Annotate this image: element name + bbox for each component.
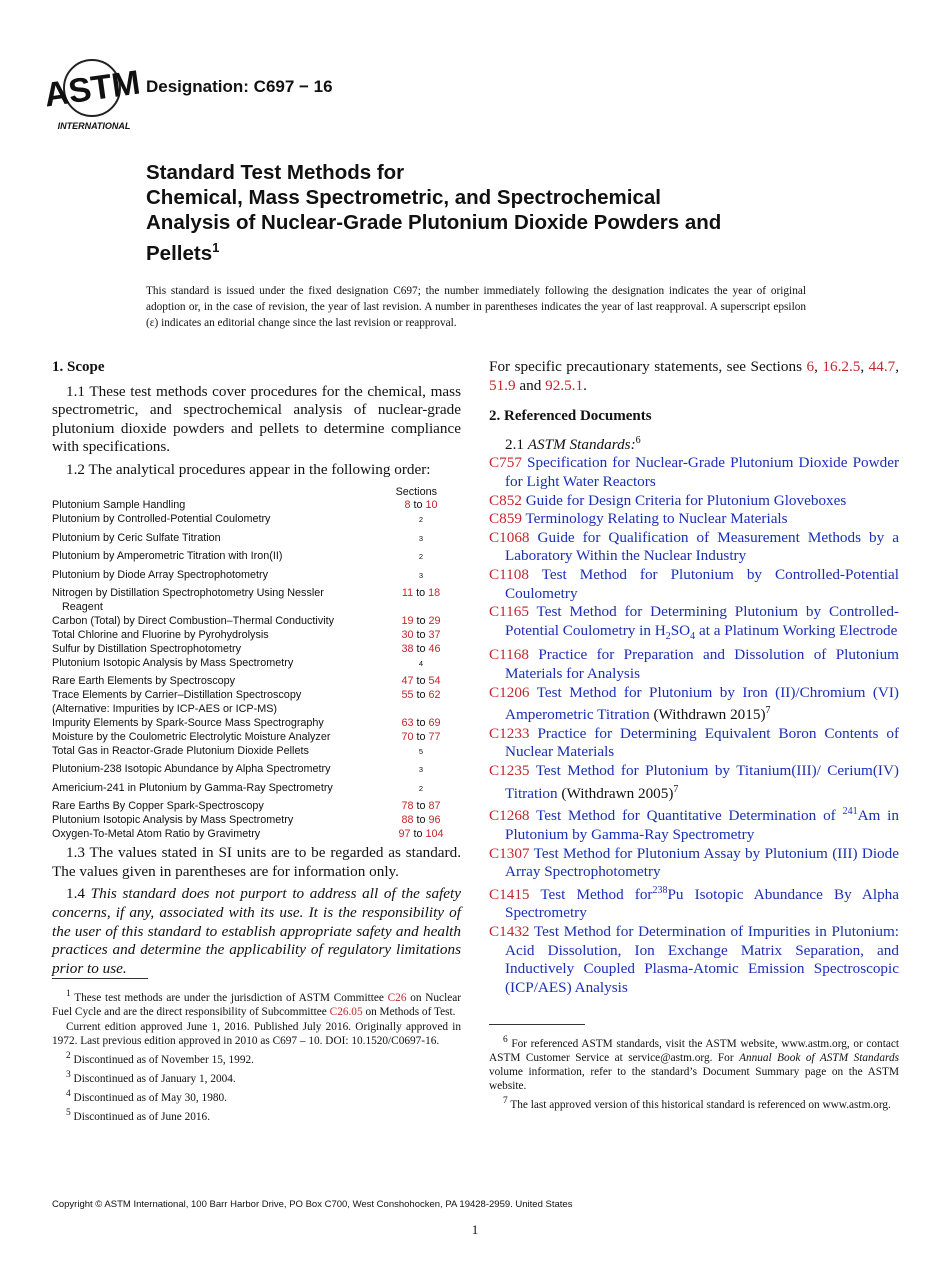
- procedure-sections: [381, 745, 461, 764]
- designation: Designation: C697 − 16: [146, 77, 333, 96]
- footnote-ref: 3: [418, 533, 424, 543]
- left-column: [52, 358, 461, 982]
- referenced-standard: [489, 762, 899, 803]
- referenced-standard: [489, 492, 899, 511]
- withdrawn-note: (Withdrawn 2015): [653, 706, 766, 724]
- section-link[interactable]: 37: [428, 629, 441, 642]
- svg-text:INTERNATIONAL: INTERNATIONAL: [57, 121, 131, 131]
- standard-title-link[interactable]: Guide for Qualification of Measurement Methods by a Laboratory Within the Nuclear Industry: [505, 528, 899, 565]
- title-footnote-ref[interactable]: 1: [212, 240, 220, 255]
- procedure-row: [52, 731, 461, 745]
- standard-title-link[interactable]: Guide for Design Criteria for Plutonium Gloveboxes: [525, 491, 847, 509]
- standard-title-link[interactable]: Test Method for Quantitative Determination of $^{241}$Am in Plutonium by Gamma-Ray Spectrometry: [505, 806, 899, 843]
- title-line: Chemical, Mass Spectrometric, and Spectrochemical: [146, 186, 661, 209]
- footnote-ref: 5: [418, 746, 424, 756]
- section-link[interactable]: 51.9: [489, 376, 516, 394]
- section-link[interactable]: 54: [428, 675, 441, 688]
- procedure-sections: 38 to 46: [401, 643, 441, 655]
- procedure-row: [52, 499, 461, 513]
- section-link[interactable]: 97: [398, 828, 411, 841]
- procedure-row: [52, 615, 461, 629]
- procedure-name: Plutonium Sample Handling: [52, 499, 186, 512]
- referenced-standards-list: [489, 454, 899, 997]
- document-title: [146, 160, 846, 266]
- section-link[interactable]: 38: [401, 643, 414, 655]
- standard-title-link[interactable]: Test Method for Plutonium Assay by Plutonium (III) Diode Array Spectrophotometry: [505, 844, 899, 881]
- title-line: Pellets$^1$: [146, 240, 220, 265]
- standard-code-link[interactable]: C1233: [489, 724, 530, 742]
- standard-code-link[interactable]: C1235: [489, 762, 530, 780]
- section-link[interactable]: 96: [428, 814, 441, 827]
- procedure-sections: [381, 532, 461, 551]
- standard-title-link[interactable]: Practice for Determining Equivalent Boron Contents of Nuclear Materials: [505, 724, 900, 761]
- referenced-standard: [489, 454, 899, 491]
- procedure-row: [52, 800, 461, 814]
- procedure-name: (Alternative: Impurities by ICP-AES or ICP-MS): [52, 703, 277, 716]
- footnote-6: $^6$ For referenced ASTM standards, visit the ASTM website, www.astm.org, or contact ASTM Customer Service at service@astm.org. For Annual Book of ASTM Standards volume information, refer to the standard’s Document Summary page on the ASTM website.: [489, 1035, 900, 1093]
- footnote-divider: [489, 1024, 585, 1025]
- procedure-sections: 88 to 96: [401, 814, 441, 827]
- section-link[interactable]: 30: [401, 629, 414, 642]
- right-column: [489, 358, 899, 997]
- footnote-5: $^5$ Discontinued as of June 2016.: [66, 1107, 211, 1123]
- standard-title-link[interactable]: Test Method for Plutonium by Titanium(III)/ Cerium(IV) Titration: [505, 762, 899, 802]
- procedure-name: Plutonium by Diode Array Spectrophotometry: [52, 568, 269, 581]
- referenced-standard: [489, 646, 899, 683]
- section-link[interactable]: 70: [401, 731, 414, 744]
- section-link[interactable]: 46: [428, 643, 441, 655]
- referenced-standard: [489, 566, 899, 603]
- committee-link[interactable]: C26: [387, 991, 407, 1004]
- subcommittee-link[interactable]: C26.05: [329, 1005, 363, 1018]
- standard-code-link[interactable]: C1108: [489, 566, 529, 583]
- footnote-ref: 2: [418, 552, 424, 562]
- procedure-row: [52, 601, 461, 615]
- procedure-name: Americium-241 in Plutonium by Gamma-Ray Spectrometry: [52, 781, 333, 794]
- section-heading-referenced: 2. Referenced Documents: [489, 408, 652, 425]
- procedure-row: [52, 782, 461, 801]
- footnote-ref: 2: [418, 783, 424, 793]
- copyright-notice: Copyright © ASTM International, 100 Barr Harbor Drive, PO Box C700, West Conshohocken, PA 19428-2959. United States: [52, 1199, 573, 1210]
- procedure-row: [52, 587, 461, 601]
- page-number: 1: [471, 1222, 479, 1237]
- section-link[interactable]: 92.5.1: [545, 376, 584, 394]
- procedure-name: Rare Earth Elements by Spectroscopy: [52, 675, 236, 688]
- referenced-standard: [489, 803, 899, 844]
- procedure-name: Total Gas in Reactor-Grade Plutonium Dioxide Pellets: [52, 744, 309, 757]
- procedure-row: [52, 745, 461, 764]
- section-link[interactable]: 78: [401, 800, 414, 813]
- footnote-3: $^3$ Discontinued as of January 1, 2004.: [66, 1070, 236, 1085]
- section-link[interactable]: 77: [428, 731, 441, 744]
- procedure-sections: [381, 763, 461, 782]
- title-line: Standard Test Methods for: [146, 161, 405, 184]
- procedure-name: Nitrogen by Distillation Spectrophotometry Using Nessler: [52, 587, 324, 600]
- procedure-name: Plutonium by Ceric Sulfate Titration: [52, 531, 221, 544]
- standard-title-link[interactable]: Test Method for$^{238}$Pu Isotopic Abundance By Alpha Spectrometry: [505, 884, 900, 922]
- svg-text:ASTM: ASTM: [41, 63, 143, 115]
- footnote-4: $^4$ Discontinued as of May 30, 1980.: [66, 1088, 227, 1104]
- section-link[interactable]: 18: [428, 587, 441, 600]
- standard-code-link[interactable]: C1307: [489, 844, 530, 862]
- section-link[interactable]: 63: [401, 717, 414, 730]
- section-link[interactable]: 62: [428, 689, 441, 702]
- section-link[interactable]: 44.7: [868, 358, 896, 375]
- section-link[interactable]: 16.2.5: [822, 358, 861, 375]
- referenced-standard: [489, 882, 899, 923]
- section-link[interactable]: 87: [428, 800, 441, 813]
- procedure-name: Oxygen-To-Metal Atom Ratio by Gravimetry: [52, 828, 261, 841]
- procedure-row: [52, 675, 461, 689]
- withdrawn-note: (Withdrawn 2005): [561, 784, 674, 802]
- procedure-sections: 11 to 18: [401, 587, 441, 600]
- paragraph-1-4-continued: For specific precautionary statements, see Sections 6, 16.2.5, 44.7, 51.9 and 92.5.1.: [489, 358, 900, 394]
- section-link[interactable]: 8: [404, 499, 411, 512]
- procedure-name: Moisture by the Coulometric Electrolytic Moisture Analyzer: [52, 731, 331, 744]
- procedure-row: [52, 550, 461, 569]
- procedure-row: [52, 814, 461, 828]
- standard-code-link[interactable]: C1432: [489, 922, 530, 940]
- referenced-standard: [489, 603, 899, 646]
- section-link[interactable]: 104: [425, 828, 444, 841]
- footnotes-right: [489, 1024, 899, 1113]
- procedure-sections: [381, 569, 461, 588]
- footnote-ref: 3: [418, 765, 424, 775]
- procedure-row: [52, 532, 461, 551]
- procedure-sections: 8 to 10: [404, 499, 438, 512]
- procedure-sections: 19 to 29: [401, 615, 441, 628]
- standard-code-link[interactable]: C1165: [489, 603, 529, 621]
- procedure-row: [52, 689, 461, 703]
- footnote-2: $^2$ Discontinued as of November 15, 1992.: [66, 1051, 254, 1066]
- standard-title-link[interactable]: Test Method for Determination of Impurities in Plutonium: Acid Dissolution, Ion Exchange Matrix Separation, and Inductively Coupled Plasma-Atomic Emission Spectroscopic (ICP/AES) Analysis: [505, 922, 900, 996]
- title-line: Analysis of Nuclear-Grade Plutonium Dioxide Powders and: [146, 211, 722, 234]
- procedure-name: Sulfur by Distillation Spectrophotometry: [52, 643, 242, 655]
- procedure-row: [52, 569, 461, 588]
- paragraph-1-3: 1.3 The values stated in SI units are to be regarded as standard. The values given in parentheses are for information only.: [52, 844, 461, 880]
- footnotes-left: [52, 978, 461, 1125]
- procedure-row: [52, 643, 461, 657]
- procedure-name: Carbon (Total) by Direct Combustion–Thermal Conductivity: [52, 615, 335, 628]
- procedure-row: [52, 657, 461, 676]
- footnote-ref: 3: [418, 570, 424, 580]
- procedure-sections: [381, 703, 461, 717]
- footnote-ref: 7: [765, 705, 771, 717]
- procedure-row: [52, 703, 461, 717]
- paragraph-1-4: 1.4 This standard does not purport to address all of the safety concerns, if any, associated with its use. It is the responsibility of the user of this standard to establish appropriate safety and health practices and determine the applicability of regulatory limitations prior to use.: [52, 885, 462, 977]
- referenced-standard: [489, 923, 899, 997]
- footnote-ref: 7: [673, 783, 679, 795]
- astm-standards-subheading: 2.1 ASTM Standards:$^6$: [505, 434, 641, 453]
- footnote-ref: 2: [418, 515, 424, 525]
- referenced-standard: [489, 845, 899, 882]
- standard-title-link[interactable]: Practice for Preparation and Dissolution of Plutonium Materials for Analysis: [505, 646, 899, 682]
- referenced-standard: [489, 725, 899, 762]
- procedure-row: [52, 763, 461, 782]
- edition-note: Current edition approved June 1, 2016. Published July 2016. Originally approved in 1972. Last previous edition approved in 2010 as C697 – 10. DOI: 10.1520/C0697-16.: [52, 1020, 461, 1048]
- standard-title-link[interactable]: Specification for Nuclear-Grade Plutonium Dioxide Powder for Light Water Reactors: [505, 454, 899, 491]
- section-heading-scope: 1. Scope: [52, 359, 105, 375]
- procedure-sections: 55 to 62: [401, 689, 441, 702]
- procedure-name: Impurity Elements by Spark-Source Mass Spectrography: [52, 717, 324, 730]
- section-link[interactable]: 47: [401, 675, 414, 688]
- standard-code-link[interactable]: C859: [489, 510, 522, 528]
- procedure-sections: [381, 550, 461, 569]
- section-link[interactable]: 10: [425, 499, 438, 512]
- procedure-sections: [381, 601, 461, 615]
- standard-code-link[interactable]: C1415: [489, 885, 530, 903]
- standard-title-link[interactable]: Test Method for Plutonium by Controlled-Potential Coulometry: [505, 566, 899, 602]
- footnote-1: $^1$ These test methods are under the jurisdiction of ASTM Committee C26 on Nuclear Fuel Cycle and are the direct responsibility of Subcommittee C26.05 on Methods of Test.: [52, 989, 461, 1018]
- referenced-standard: [489, 529, 899, 566]
- procedure-sections: [381, 657, 461, 676]
- standard-code-link[interactable]: C1268: [489, 807, 530, 825]
- procedure-name: Plutonium by Controlled-Potential Coulometry: [52, 513, 271, 526]
- footnote-ref: 4: [418, 658, 424, 668]
- procedure-sections: [381, 513, 461, 532]
- section-link[interactable]: 69: [428, 717, 441, 730]
- procedure-row: [52, 717, 461, 731]
- section-link[interactable]: 88: [401, 814, 414, 827]
- standard-title-link[interactable]: Test Method for Plutonium by Iron (II)/Chromium (VI) Amperometric Titration: [505, 683, 899, 724]
- procedure-sections: 97 to 104: [398, 828, 444, 841]
- procedure-name: Plutonium Isotopic Analysis by Mass Spectrometry: [52, 814, 294, 827]
- paragraph-1-1: 1.1 These test methods cover procedures for the chemical, mass spectrometric, and spectrochemical analysis of nuclear-grade plutonium dioxide powders and pellets to determine compliance with specifications.: [52, 382, 461, 456]
- procedure-name: Trace Elements by Carrier–Distillation Spectroscopy: [52, 689, 302, 702]
- procedure-name: Total Chlorine and Fluorine by Pyrohydrolysis: [52, 629, 269, 642]
- footnote-7: $^7$ The last approved version of this historical standard is referenced on www.astm.org.: [503, 1096, 891, 1111]
- procedure-sections: 78 to 87: [401, 800, 441, 813]
- procedure-sections: 70 to 77: [401, 731, 441, 744]
- referenced-standard: [489, 684, 899, 725]
- procedure-sections: 47 to 54: [401, 675, 441, 688]
- section-link[interactable]: 19: [401, 615, 414, 628]
- footnote-divider: [52, 978, 148, 979]
- section-link[interactable]: 55: [401, 689, 414, 702]
- sections-column-header: Sections: [395, 485, 437, 498]
- procedure-row: [52, 828, 461, 842]
- referenced-standard: [489, 510, 899, 529]
- standard-code-link[interactable]: C1168: [489, 646, 529, 664]
- standard-code-link[interactable]: C1068: [489, 528, 530, 546]
- procedure-row: [52, 513, 461, 532]
- section-link[interactable]: 11: [401, 587, 414, 600]
- procedure-sections: 63 to 69: [401, 717, 441, 730]
- procedure-sections: 30 to 37: [401, 629, 441, 642]
- procedure-row: [52, 629, 461, 643]
- procedure-name: Plutonium Isotopic Analysis by Mass Spectrometry: [52, 656, 294, 669]
- standard-code-link[interactable]: C757: [489, 454, 522, 472]
- standard-code-link[interactable]: C1206: [489, 683, 530, 701]
- procedure-name: Rare Earths By Copper Spark-Spectroscopy: [52, 800, 264, 813]
- procedure-name: Reagent: [62, 601, 103, 614]
- paragraph-1-2: 1.2 The analytical procedures appear in the following order:: [66, 460, 431, 478]
- section-link[interactable]: 29: [428, 615, 441, 628]
- standard-title-link[interactable]: Test Method for Determining Plutonium by Controlled-Potential Coulometry in $H_2SO_4$ at a Platinum Working Electrode: [505, 603, 899, 642]
- standard-code-link[interactable]: C852: [489, 491, 522, 509]
- designation-notice: This standard is issued under the fixed designation C697; the number immediately following the designation indicates the year of original adoption or, in the case of revision, the year of last revision. A number in parentheses indicates the year of last reapproval. A superscript epsilon (ε) indicates an editorial change since the last revision or reapproval.: [146, 285, 806, 329]
- section-link[interactable]: 6: [806, 358, 815, 375]
- astm-logo: [41, 58, 143, 132]
- standard-title-link[interactable]: Terminology Relating to Nuclear Materials: [525, 510, 788, 528]
- procedure-name: Plutonium by Amperometric Titration with Iron(II): [52, 550, 283, 563]
- procedures-table: [52, 486, 461, 843]
- procedure-sections: [381, 782, 461, 801]
- procedure-name: Plutonium-238 Isotopic Abundance by Alpha Spectrometry: [52, 763, 331, 776]
